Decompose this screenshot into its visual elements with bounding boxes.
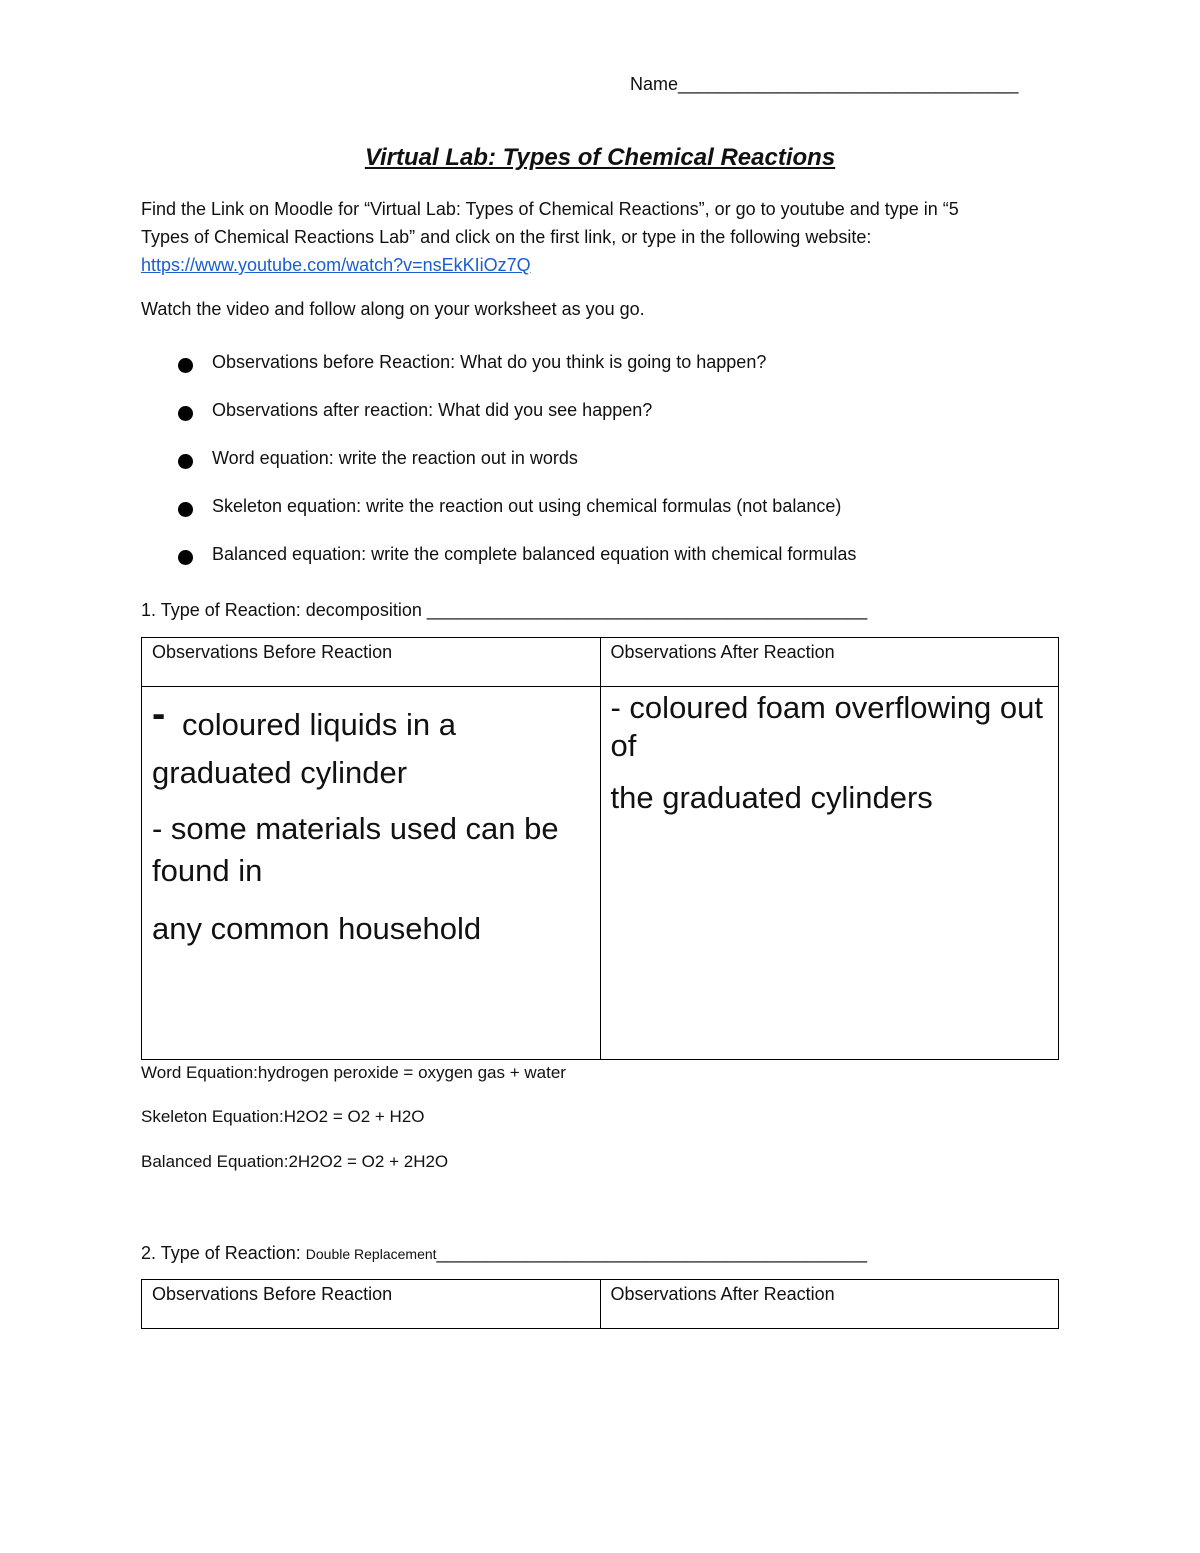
- bullet-icon: [178, 454, 193, 469]
- after-line: - coloured foam overflowing out: [610, 690, 1044, 725]
- intro-line-1: Find the Link on Moodle for “Virtual Lab: Types of Chemical Reactions”, or go to youtube and type in “5: [141, 199, 959, 219]
- page-title: Virtual Lab: Types of Chemical Reactions: [364, 144, 836, 171]
- bullet-item: Observations after reaction: What did you see happen?: [212, 400, 653, 420]
- bullet-icon: [178, 406, 193, 421]
- intro-line-2: Types of Chemical Reactions Lab” and click on the first link, or type in the following website:: [141, 227, 872, 247]
- after-line: the graduated cylinders: [610, 780, 933, 815]
- before-header: Observations Before Reaction: [142, 638, 601, 687]
- instruction-text: Watch the video and follow along on your worksheet as you go.: [141, 299, 645, 319]
- before-line: any common household: [152, 911, 482, 946]
- dash-text: -: [152, 692, 166, 736]
- reaction-2-label-suffix: ___________________________________________: [436, 1243, 867, 1263]
- bullet-item: Balanced equation: write the complete balanced equation with chemical formulas: [212, 544, 857, 564]
- name-field: Name__________________________________: [630, 74, 1019, 94]
- before-observations-cell[interactable]: [142, 687, 601, 1060]
- bullet-icon: [178, 358, 193, 373]
- bullet-item: Observations before Reaction: What do you think is going to happen?: [212, 352, 767, 372]
- word-equation: Word Equation:hydrogen peroxide = oxygen gas + water: [141, 1063, 566, 1082]
- before-line: coloured liquids in a: [181, 707, 456, 742]
- video-link[interactable]: https://www.youtube.com/watch?v=nsEkKIiOz7Q: [141, 255, 531, 275]
- before-line: graduated cylinder: [152, 755, 408, 790]
- before-line: found in: [152, 853, 263, 888]
- bullet-item: Word equation: write the reaction out in words: [212, 448, 578, 468]
- reaction-2-table: [141, 1279, 1059, 1329]
- bullet-icon: [178, 502, 193, 517]
- skeleton-equation: Skeleton Equation:H2O2 = O2 + H2O: [141, 1107, 425, 1126]
- after-header: Observations After Reaction: [600, 1280, 1059, 1329]
- reaction-1-label: 1. Type of Reaction: decomposition ____________________________________________: [141, 600, 868, 620]
- after-line: of: [610, 728, 637, 763]
- reaction-2-type: Double Replacement: [305, 1246, 437, 1262]
- balanced-equation: Balanced Equation:2H2O2 = O2 + 2H2O: [141, 1152, 449, 1171]
- after-observations-cell[interactable]: [600, 687, 1059, 1060]
- before-line: - some materials used can be: [152, 811, 559, 846]
- reaction-2-label-prefix: 2. Type of Reaction:: [141, 1243, 306, 1263]
- bullet-item: Skeleton equation: write the reaction out using chemical formulas (not balance): [212, 496, 842, 516]
- reaction-2-label: [141, 1239, 867, 1268]
- bullet-icon: [178, 550, 193, 565]
- after-header: Observations After Reaction: [600, 638, 1059, 687]
- before-header: Observations Before Reaction: [142, 1280, 601, 1329]
- reaction-1-table: [141, 637, 1059, 1060]
